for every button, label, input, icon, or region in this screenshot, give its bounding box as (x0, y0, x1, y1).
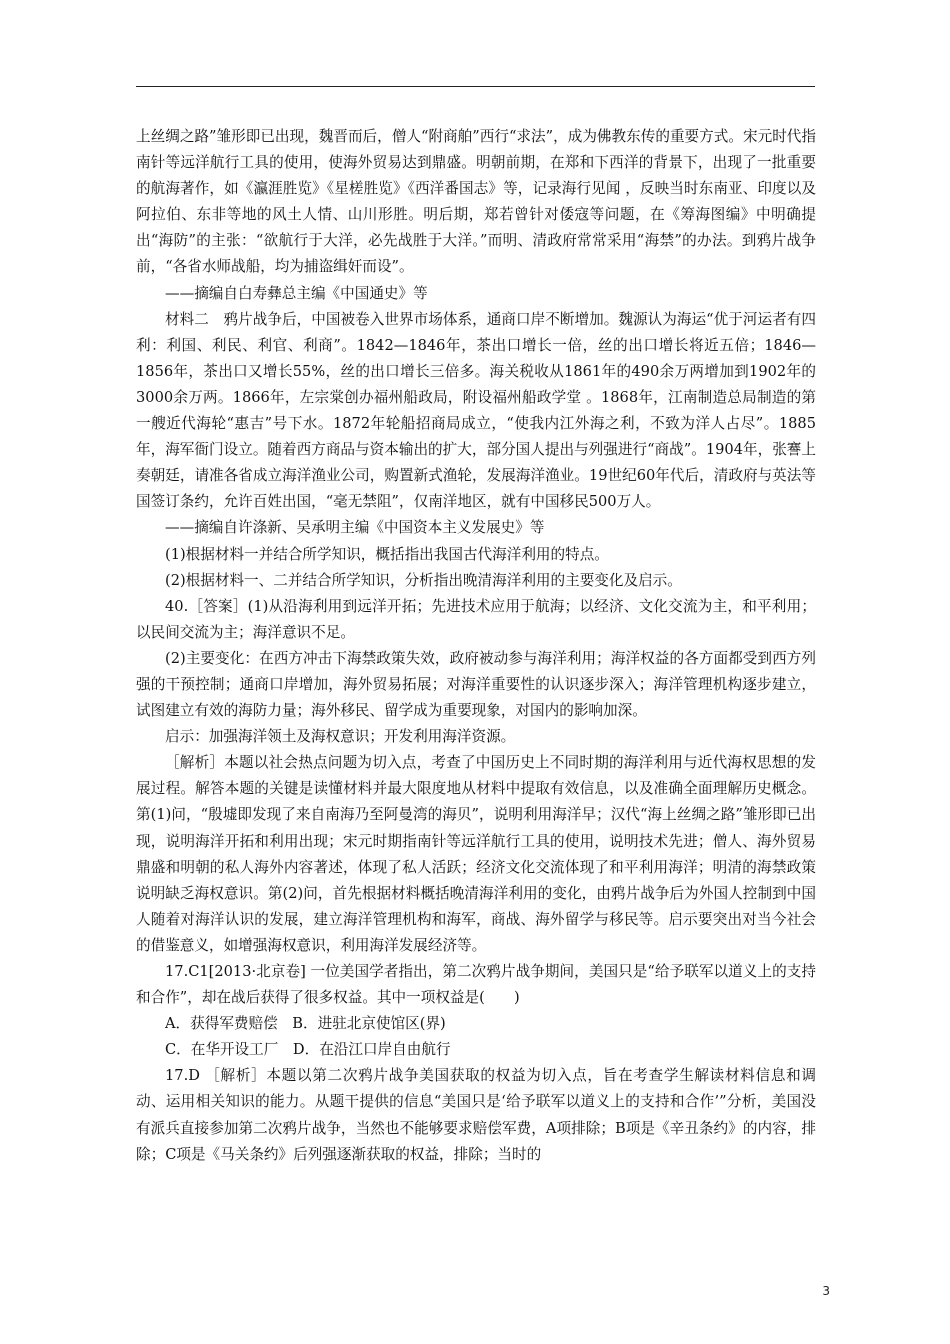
question-1: (1)根据材料一并结合所学知识，概括指出我国古代海洋利用的特点。 (165, 545, 609, 563)
material-one-continuation: 上丝绸之路”雏形即已出现，魏晋而后，僧人“附商舶”西行“求法”，成为佛教东传的重要方式。宋元时代指南针等远洋航行工具的使用，使海外贸易达到鼎盛。明朝前期，在郑和下西洋的背景下，出现了一批重要的航海著作，如《瀛涯胜览》《星槎胜览》《西洋番国志》等，记录海行见闻 ，反映当时东南亚、印度以及阿拉伯、东非等地的风土人情、山川形胜。明后期，郑若曾针对倭寇等问题，在《筹海图编》中明确提出“海防”的主张：“欲航行于大洋，必先战胜于大洋。”而明、清政府常常采用“海禁”的办法。到鸦片战争前，“各省水师战船，均为捕盗缉奸而设”。 (136, 128, 816, 276)
header-rule (136, 86, 815, 87)
source-citation-1: ——摘编自白寿彝总主编《中国通史》等 (165, 284, 428, 302)
question-17: 17.C1[2013·北京卷] 一位美国学者指出，第二次鸦片战争期间，美国只是“给予联军以道义上的支持和合作”，却在战后获得了很多权益。其中一项权益是( ) (136, 963, 816, 1007)
analysis-17: 17.D ［解析］本题以第二次鸦片战争美国获取的权益为切入点，旨在考查学生解读材料信息和调动、运用相关知识的能力。从题干提供的信息“美国只是‘给予联军以道义上的支持和合作’”分析，美国没有派兵直接参加第二次鸦片战争，当然也不能够要求赔偿军费，A项排除；B项是《辛丑条约》的内容，排除；C项是《马关条约》后列强逐渐获取的权益，排除；当时的 (136, 1067, 816, 1163)
page-number: 3 (822, 1284, 830, 1298)
answer-40-part-1: 40.［答案］(1)从沿海利用到远洋开拓；先进技术应用于航海；以经济、文化交流为主，和平利用；以民间交流为主；海洋意识不足。 (136, 597, 816, 641)
analysis-40: ［解析］本题以社会热点问题为切入点，考查了中国历史上不同时期的海洋利用与近代海权思想的发展过程。解答本题的关键是读懂材料并最大限度地从材料中提取有效信息，以及准确全面理解历史概念。第(1)问，“殷墟即发现了来自南海乃至阿曼湾的海贝”，说明利用海洋早；汉代“海上丝绸之路”雏形即已出现，说明海洋开拓和利用出现；宋元时期指南针等远洋航行工具的使用，说明技术先进；僧人、海外贸易鼎盛和明朝的私人海外内容著述，体现了私人活跃；经济文化交流体现了和平利用海洋；明清的海禁政策说明缺乏海权意识。第(2)问，首先根据材料概括晚清海洋利用的变化，由鸦片战争后为外国人控制到中国人随着对海洋认识的发展，建立海洋管理机构和海军，商战、海外留学与移民等。启示要突出对当今社会的借鉴意义，如增强海权意识，利用海洋发展经济等。 (136, 754, 816, 954)
document-body (136, 124, 816, 1168)
answer-40-insight: 启示：加强海洋领土及海权意识；开发利用海洋资源。 (165, 728, 516, 746)
question-2: (2)根据材料一、二并结合所学知识，分析指出晚清海洋利用的主要变化及启示。 (165, 571, 682, 589)
answer-40-part-2: (2)主要变化：在西方冲击下海禁政策失效，政府被动参与海洋利用；海洋权益的各方面都受到西方列强的干预控制；通商口岸增加，海外贸易拓展；对海洋重要性的认识逐步深入；海洋管理机构逐步建立，试图建立有效的海防力量；海外移民、留学成为重要现象，对国内的影响加深。 (136, 649, 816, 720)
question-17-options-cd: C．在华开设工厂 D．在沿江口岸自由航行 (165, 1041, 451, 1059)
source-citation-2: ——摘编自许涤新、吴承明主编《中国资本主义发展史》等 (165, 519, 545, 537)
material-two: 材料二 鸦片战争后，中国被卷入世界市场体系，通商口岸不断增加。魏源认为海运“优于河运者有四利：利国、利民、利官、利商”。1842—1846年，茶出口增长一倍，丝的出口增长将近五倍；1846—1856年，茶出口又增长55%，丝的出口增长三倍多。海关税收从1861年的490余万两增加到1902年的3000余万两。1866年，左宗棠创办福州船政局，附设福州船政学堂 。1868年，江南制造总局制造的第一艘近代海轮“惠吉”号下水。1872年轮船招商局成立，“使我内江外海之利，不致为洋人占尽”。1885年，海军衙门设立。随着西方商品与资本输出的扩大，部分国人提出与列强进行“商战”。1904年，张謇上奏朝廷，请准各省成立海洋渔业公司，购置新式渔轮，发展海洋渔业。19世纪60年代后，清政府与英法等国签订条约，允许百姓出国，“毫无禁阻”，仅南洋地区，就有中国移民500万人。 (136, 310, 816, 511)
question-17-options-ab: A．获得军费赔偿 B．进驻北京使馆区(界) (165, 1015, 446, 1033)
